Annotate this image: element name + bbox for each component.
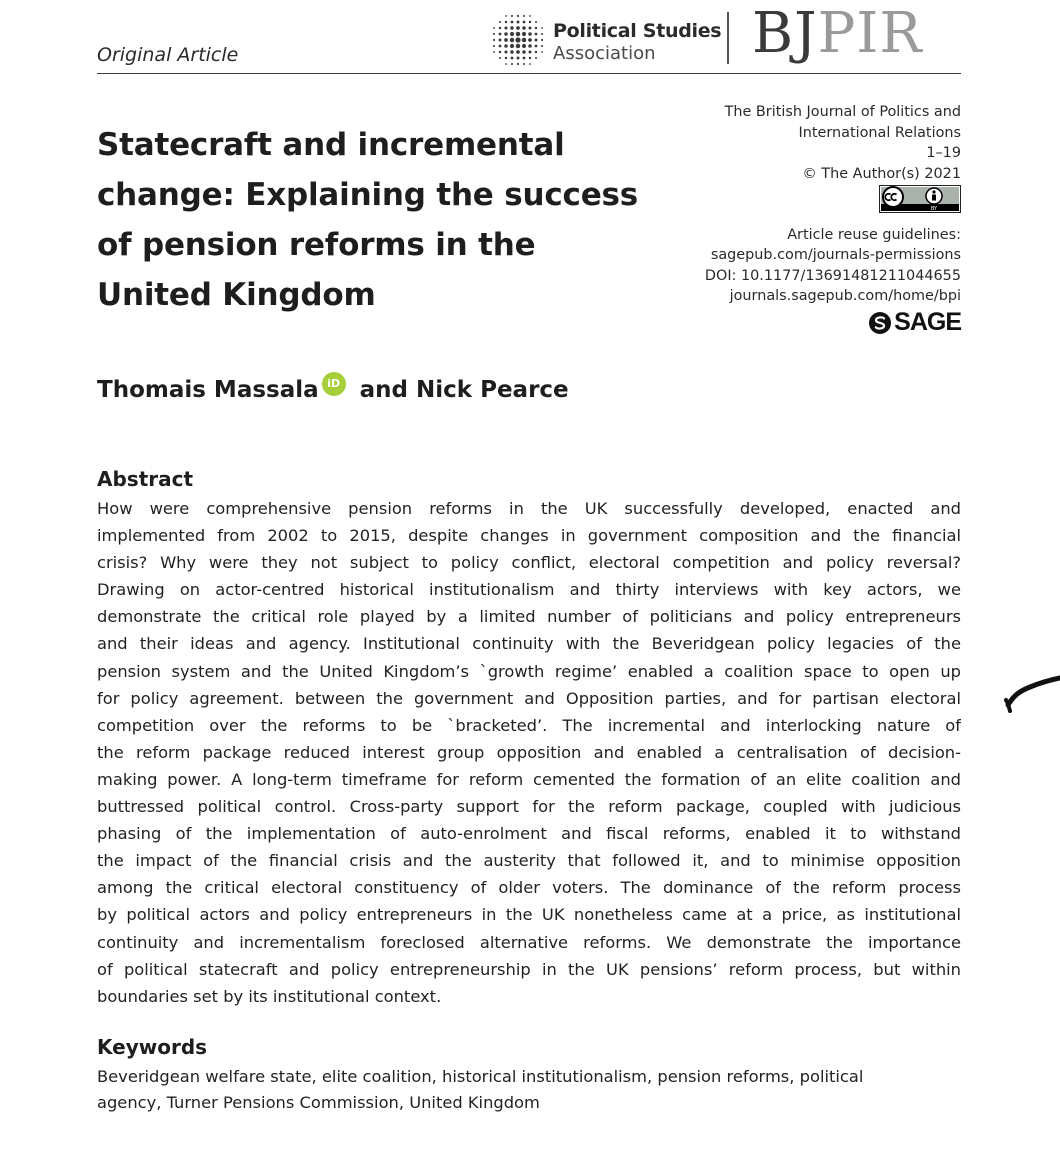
reuse-guidelines-link[interactable]: sagepub.com/journals-permissions <box>710 247 961 263</box>
psa-dot <box>535 39 538 42</box>
author-name: Nick Pearce <box>416 377 569 403</box>
psa-dot <box>529 15 531 17</box>
psa-dot <box>522 50 526 54</box>
abstract-line: boundaries set by its institutional context. <box>97 986 442 1006</box>
copyright-notice: © The Author(s) 2021 <box>802 165 961 182</box>
title-line: United Kingdom <box>97 277 376 313</box>
journal-homepage-link[interactable]: journals.sagepub.com/home/bpi <box>729 288 961 304</box>
keywords-line: Beveridgean welfare state, elite coalition, historical institutionalism, pension reforms, political <box>97 1067 864 1086</box>
abstract-line: making power. A long-term timeframe for reform cemented the formation of an elite coalition and <box>97 769 961 789</box>
pen-mark-scribble <box>1000 665 1060 715</box>
psa-dot <box>499 45 502 48</box>
article-title <box>97 120 697 320</box>
psa-dot <box>535 33 538 36</box>
page-range: 1–19 <box>926 145 961 161</box>
psa-dot <box>541 27 543 29</box>
abstract-line: by political actors and policy entrepreneurs in the UK nonetheless came at a price, as institutional <box>97 905 961 925</box>
psa-dot <box>541 39 543 41</box>
abstract-line: demonstrate the critical role played by a limited number of politicians and policy entrepreneurs <box>97 607 961 627</box>
keywords-heading: Keywords <box>97 1035 208 1059</box>
abstract-heading: Abstract <box>97 467 194 491</box>
abstract-line: How were comprehensive pension reforms in the UK successfully developed, enacted and <box>97 499 961 518</box>
psa-dot <box>528 50 531 53</box>
psa-dot <box>529 63 531 65</box>
psa-dot <box>511 15 513 17</box>
psa-dot <box>499 33 502 36</box>
psa-dot <box>504 50 507 53</box>
psa-dot <box>541 45 543 47</box>
psa-dot <box>528 44 532 48</box>
psa-dots-icon <box>490 12 546 68</box>
psa-dot <box>528 32 532 36</box>
psa-dot <box>516 26 520 30</box>
psa-dot <box>523 63 525 65</box>
psa-dot <box>541 33 543 35</box>
title-line: change: Explaining the success <box>97 177 639 213</box>
title-line: of pension reforms in the <box>97 227 536 263</box>
psa-dot <box>505 15 507 17</box>
psa-dot <box>517 15 519 17</box>
psa-dot <box>516 32 520 36</box>
journal-logo <box>752 1 923 66</box>
psa-dot <box>504 44 508 48</box>
psa-dot <box>517 57 520 60</box>
psa-dot <box>510 44 514 48</box>
psa-dot <box>517 21 520 24</box>
psa-dot <box>504 38 508 42</box>
article-type-label: Original Article <box>97 44 239 66</box>
article-metadata <box>661 102 961 341</box>
psa-dot <box>499 21 501 23</box>
author-connector: and <box>351 377 417 403</box>
psa-dot <box>515 37 520 42</box>
psa-dot <box>517 63 519 65</box>
sage-logo <box>868 308 961 337</box>
publisher-name-line1: Political Studies <box>553 20 722 42</box>
psa-dot <box>504 26 507 29</box>
svg-text:BY: BY <box>930 206 938 212</box>
sage-logo-text: SAGE <box>894 308 961 337</box>
psa-dot <box>505 57 507 59</box>
abstract-line: buttressed political control. Cross-party support for the reform package, coupled with judicious <box>97 797 961 817</box>
title-line: Statecraft and incremental <box>97 127 565 163</box>
psa-dot <box>522 26 526 30</box>
psa-dot <box>522 38 526 42</box>
publisher-name-line2: Association <box>553 43 656 64</box>
author-list <box>97 377 569 403</box>
psa-dot <box>535 21 537 23</box>
psa-dot <box>510 38 514 42</box>
abstract-line: for policy agreement. between the government and Opposition parties, and for partisan electoral <box>97 688 961 708</box>
psa-dot <box>523 21 526 24</box>
author-name: Thomais Massala <box>97 377 319 403</box>
psa-dot <box>523 57 526 60</box>
psa-dot <box>528 38 532 42</box>
journal-name-line2: International Relations <box>798 124 961 141</box>
psa-dot <box>516 50 520 54</box>
abstract-line: and their ideas and agency. Institutional continuity with the Beveridgean policy legacies of the <box>97 634 961 654</box>
psa-dot <box>505 63 507 65</box>
psa-dot <box>499 39 502 42</box>
keywords-line: agency, Turner Pensions Commission, United Kingdom <box>97 1093 540 1112</box>
psa-dot <box>523 15 525 17</box>
psa-dot <box>510 26 514 30</box>
psa-dot <box>493 51 495 53</box>
psa-dot <box>510 50 514 54</box>
reuse-guidelines-label: Article reuse guidelines: <box>787 226 961 243</box>
journal-name-line1: The British Journal of Politics and <box>724 104 961 120</box>
psa-dot <box>510 32 514 36</box>
journal-abbr-light: PIR <box>817 1 923 66</box>
psa-dot <box>499 27 501 29</box>
psa-dot <box>504 32 508 36</box>
abstract-line: competition over the reforms to be `bracketed’. The incremental and interlocking nature of <box>97 715 961 735</box>
abstract-line: crisis? Why were they not subject to policy conflict, electoral competition and policy reversal? <box>97 553 961 573</box>
psa-dot <box>493 27 495 29</box>
logo-divider <box>727 12 729 64</box>
header-rule <box>97 73 961 74</box>
psa-dot <box>499 57 501 59</box>
abstract-line: the reform package reduced interest group opposition and enabled a centralisation of decision- <box>97 742 961 762</box>
abstract-line: phasing of the implementation of auto-enrolment and fiscal reforms, enabled it to withstand <box>97 824 961 844</box>
psa-dot <box>511 21 514 24</box>
psa-dot <box>529 57 531 59</box>
creative-commons-by-icon <box>879 185 961 220</box>
psa-dot <box>511 57 514 60</box>
abstract-line: Drawing on actor-centred historical institutionalism and thirty interviews with key actors, we <box>97 580 961 600</box>
psa-dot <box>535 27 537 29</box>
psa-dot <box>529 21 531 23</box>
psa-dot <box>499 51 501 53</box>
psa-dot <box>493 45 495 47</box>
abstract-line: pension system and the United Kingdom’s `growth regime’ enabled a coalition space to open up <box>97 661 961 681</box>
abstract-line: continuity and incrementalism foreclosed alternative reforms. We demonstrate the importance <box>97 932 961 952</box>
abstract-text <box>97 495 961 1010</box>
psa-dot <box>528 26 531 29</box>
psa-dot <box>535 51 537 53</box>
journal-abbr-dark: BJ <box>752 1 818 66</box>
psa-dot <box>541 51 543 53</box>
psa-dot <box>505 21 507 23</box>
sage-s-icon <box>868 311 892 335</box>
abstract-line: the impact of the financial crisis and the austerity that followed it, and to minimise opposition <box>97 851 961 871</box>
psa-dot <box>493 39 495 41</box>
abstract-line: of political statecraft and policy entrepreneurship in the UK pensions’ reform process, but within <box>97 959 961 979</box>
psa-dot <box>535 45 538 48</box>
orcid-icon[interactable]: iD <box>322 372 346 396</box>
psa-dot <box>522 44 526 48</box>
doi[interactable]: DOI: 10.1177/13691481211044655 <box>704 267 961 284</box>
political-studies-association-logo <box>490 12 722 68</box>
psa-dot <box>522 32 526 36</box>
abstract-line: among the critical electoral constituency of older voters. The dominance of the reform process <box>97 878 961 898</box>
psa-dot <box>516 44 520 48</box>
psa-dot <box>511 63 513 65</box>
abstract-line: implemented from 2002 to 2015, despite changes in government composition and the financial <box>97 526 961 546</box>
keywords-text <box>97 1064 961 1116</box>
psa-dot <box>535 57 537 59</box>
psa-dot <box>493 33 495 35</box>
